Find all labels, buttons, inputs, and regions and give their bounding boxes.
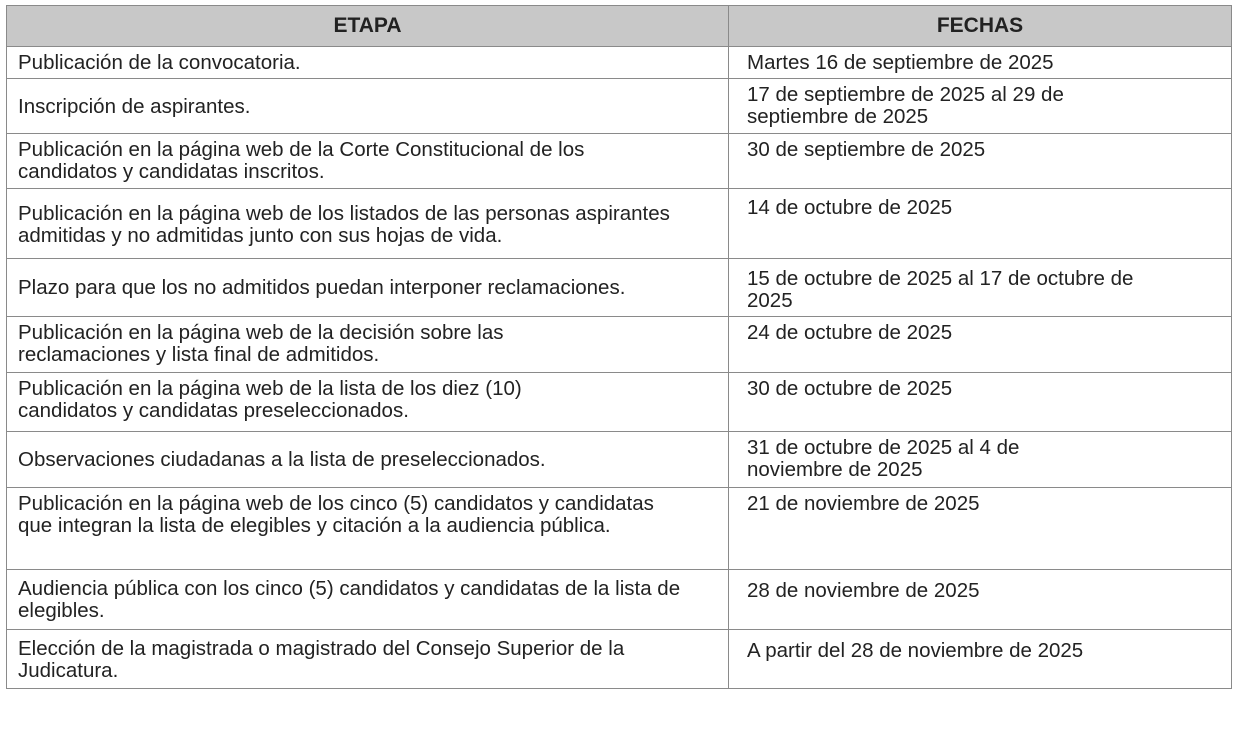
fecha-cell: 17 de septiembre de 2025 al 29 de septiembre de 2025: [729, 79, 1232, 134]
table-row: [7, 259, 1232, 317]
table-row: [7, 79, 1232, 134]
table-row: [7, 317, 1232, 373]
etapa-cell: Inscripción de aspirantes.: [7, 79, 729, 134]
table-row: [7, 134, 1232, 189]
etapa-cell: Publicación en la página web de la decisión sobre las reclamaciones y lista final de admitidos.: [7, 317, 729, 373]
schedule-table: [6, 5, 1232, 689]
etapa-cell: Plazo para que los no admitidos puedan interponer reclamaciones.: [7, 259, 729, 317]
etapa-cell: Audiencia pública con los cinco (5) candidatos y candidatas de la lista de elegibles.: [7, 570, 729, 630]
etapa-cell: Elección de la magistrada o magistrado del Consejo Superior de la Judicatura.: [7, 630, 729, 689]
fecha-cell: 14 de octubre de 2025: [729, 189, 1232, 259]
fecha-cell: Martes 16 de septiembre de 2025: [729, 47, 1232, 79]
fecha-cell: A partir del 28 de noviembre de 2025: [729, 630, 1232, 689]
table-row: [7, 488, 1232, 570]
fecha-cell: 21 de noviembre de 2025: [729, 488, 1232, 570]
fecha-cell: 28 de noviembre de 2025: [729, 570, 1232, 630]
etapa-cell: Publicación en la página web de la Corte Constitucional de los candidatos y candidatas inscritos.: [7, 134, 729, 189]
table-row: [7, 432, 1232, 488]
etapa-cell: Publicación de la convocatoria.: [7, 47, 729, 79]
table-header-row: [7, 6, 1232, 47]
fecha-cell: 24 de octubre de 2025: [729, 317, 1232, 373]
fecha-cell: 30 de octubre de 2025: [729, 373, 1232, 432]
fecha-cell: 31 de octubre de 2025 al 4 de noviembre de 2025: [729, 432, 1232, 488]
table-row: [7, 630, 1232, 689]
column-header-etapa: ETAPA: [7, 6, 729, 47]
etapa-cell: Publicación en la página web de los listados de las personas aspirantes admitidas y no admitidas junto con sus hojas de vida.: [7, 189, 729, 259]
table-row: [7, 373, 1232, 432]
table-row: [7, 189, 1232, 259]
etapa-cell: Publicación en la página web de la lista de los diez (10) candidatos y candidatas preseleccionados.: [7, 373, 729, 432]
table-row: [7, 570, 1232, 630]
etapa-cell: Publicación en la página web de los cinco (5) candidatos y candidatas que integran la lista de elegibles y citación a la audiencia pública.: [7, 488, 729, 570]
column-header-fechas: FECHAS: [729, 6, 1232, 47]
fecha-cell: 30 de septiembre de 2025: [729, 134, 1232, 189]
etapa-cell: Observaciones ciudadanas a la lista de preseleccionados.: [7, 432, 729, 488]
table-row: [7, 47, 1232, 79]
fecha-cell: 15 de octubre de 2025 al 17 de octubre de 2025: [729, 259, 1232, 317]
